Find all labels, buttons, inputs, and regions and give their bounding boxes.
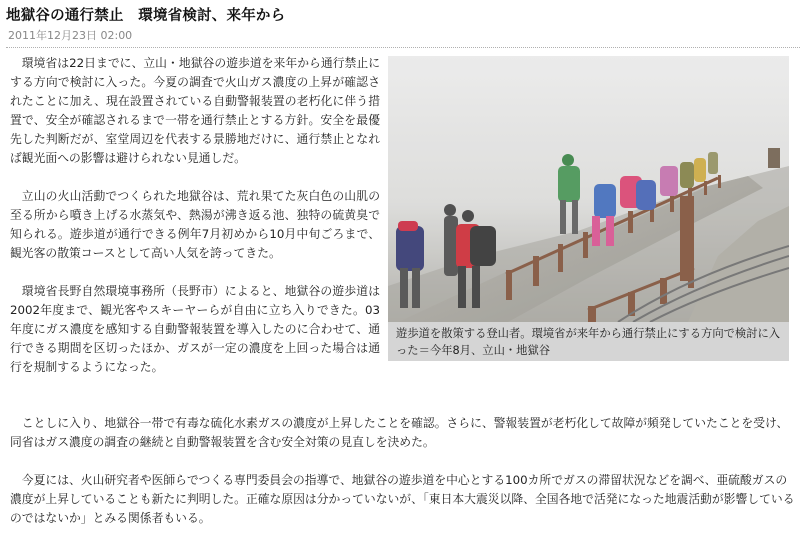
photo-caption: 遊歩道を散策する登山者。環境省が来年から通行禁止にする方向で検討に入った＝今年8月、立山・地獄谷 [388,322,789,361]
paragraph-1: 環境省は22日までに、立山・地獄谷の遊歩道を来年から通行禁止にする方向で検討に入った。今夏の調査で火山ガス濃度の上昇が確認されたことに加え、現在設置されている自動警報装置の老朽化に伴う措置で、安全が確認されるまで一帯を通行禁止とする方針。安全を最優先した判断だが、室堂周辺を代表する景勝地だけに、通行禁止となれば観光面への影響は避けられない見通しだ。 [10,56,380,165]
dotted-divider [6,47,800,48]
hikers-photo [388,56,789,322]
paragraph-5: 今夏には、火山研究者や医師らでつくる専門委員会の指導で、地獄谷の遊歩道を中心とする100カ所でガスの滞留状況などを調べ、亜硫酸ガスの濃度が上昇していることも新たに判明した。正確な原因は分かっていないが、「東日本大震災以降、全国各地で活発になった地震活動が影響しているのではないか」とみる関係者もいる。 [10,473,795,525]
photo-figure [388,56,789,361]
article-title: 地獄谷の通行禁止 環境省検討、来年から [6,8,286,24]
paragraph-4-block [10,414,795,452]
paragraph-4: ことしに入り、地獄谷一帯で有毒な硫化水素ガスの濃度が上昇したことを確認。さらに、警報装置が老朽化して故障が頻発していたことを受け、同省はガス濃度の調査の継続と自動警報装置を含む安全対策の見直しを決めた。 [10,416,789,449]
paragraph-5-block [10,471,795,528]
paragraph-2: 立山の火山活動でつくられた地獄谷は、荒れ果てた灰白色の山肌の至る所から噴き上げる水蒸気や、熱湯が沸き返る池、独特の硫黄臭で知られる。遊歩道が通行できる例年7月初めから10月中旬ごろまで、観光客の散策コースとして高い人気を誇ってきた。 [10,189,380,260]
paragraph-3: 環境省長野自然環境事務所（長野市）によると、地獄谷の遊歩道は2002年度まで、観光客やスキーヤーらが自由に立ち入りできた。03年度にガス濃度を感知する自動警報装置を導入したのに合わせて、通行できる期間を区切ったほか、ガスが一定の濃度を上回った場合は通行を規制するようになった。 [10,284,380,374]
article-text-column [10,54,380,377]
publish-date: 2011年12月23日 02:00 [8,29,133,42]
